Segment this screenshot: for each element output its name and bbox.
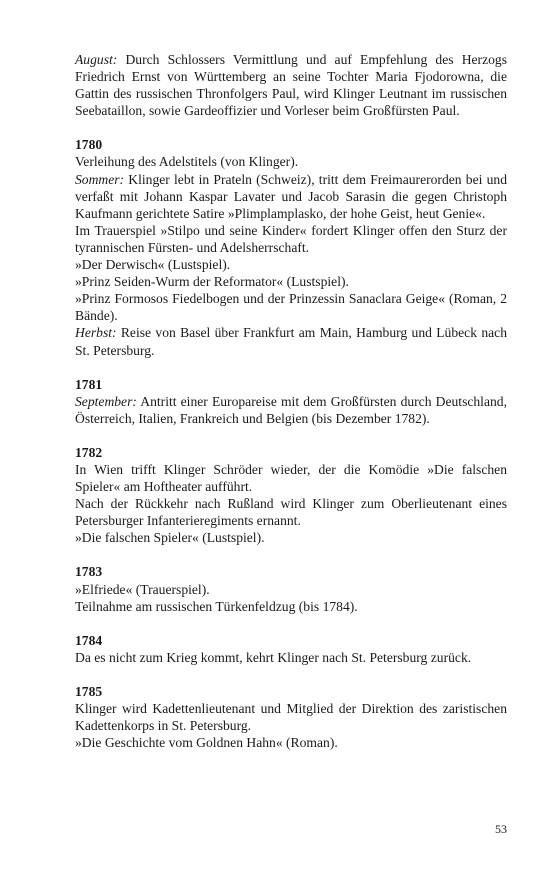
- entry-text: »Prinz Formosos Fiedelbogen und der Prinzessin Sanaclara Geige« (Roman, 2 Bände).: [75, 291, 507, 324]
- entry-paragraph: [75, 598, 507, 615]
- entry-paragraph: [75, 581, 507, 598]
- entry-text: Da es nicht zum Krieg kommt, kehrt Klinger nach St. Petersburg zurück.: [75, 649, 472, 665]
- entry-paragraph: [75, 461, 507, 495]
- page-number: 53: [495, 822, 507, 836]
- entry-text: Im Trauerspiel »Stilpo und seine Kinder« fordert Klinger offen den Sturz der tyrannischen Fürsten- und Adelsherrschaft.: [75, 222, 507, 255]
- year-heading: 1785: [75, 683, 103, 699]
- intro-label: August:: [75, 52, 118, 67]
- entry-text: »Die falschen Spieler« (Lustspiel).: [75, 530, 265, 546]
- entry-text: »Die Geschichte vom Goldnen Hahn« (Roman).: [75, 735, 338, 751]
- intro-paragraph: [75, 51, 507, 119]
- entry-paragraph: [75, 273, 507, 290]
- entry-label: Sommer:: [75, 171, 125, 187]
- entry-paragraph: [75, 256, 507, 273]
- entry-paragraph: [75, 495, 507, 529]
- entry-text: »Prinz Seiden-Wurm der Reformator« (Lustspiel).: [75, 274, 349, 290]
- entry-text: »Elfriede« (Trauerspiel).: [75, 581, 210, 597]
- entry-label: September:: [75, 393, 137, 409]
- entry-label: Herbst:: [75, 325, 117, 341]
- intro-text: Durch Schlossers Vermittlung und auf Empfehlung des Herzogs Friedrich Ernst von Württemberg an seine Tochter Maria Fjodorowna, die Gattin des russischen Thronfolgers Paul, wird Klinger Leutnant im russischen Seebataillon, sowie Gardeoffizier und Vorleser beim Großfürsten Paul.: [75, 52, 507, 119]
- intro-section: [75, 51, 507, 119]
- section-1781: [75, 376, 507, 427]
- entry-paragraph: [75, 171, 507, 222]
- section-1782: [75, 444, 507, 547]
- entry-paragraph: [75, 529, 507, 546]
- section-1784: [75, 632, 507, 666]
- section-1785: [75, 683, 507, 751]
- entry-text: Reise von Basel über Frankfurt am Main, Hamburg und Lübeck nach St. Petersburg.: [75, 325, 507, 358]
- entry-paragraph: [75, 700, 507, 734]
- entry-text: Verleihung des Adelstitels (von Klinger).: [75, 154, 299, 170]
- entry-text: Klinger lebt in Prateln (Schweiz), tritt dem Freimaurerorden bei und verfaßt mit Johann Kaspar Lavater und Jacob Sarasin die gegen Christoph Kaufmann gerichtete Satire »Plimplamplasko, der hohe Geist, heut Genie«.: [75, 171, 507, 221]
- year-heading: 1784: [75, 632, 103, 648]
- year-heading: 1781: [75, 376, 103, 392]
- year-heading: 1780: [75, 137, 103, 153]
- year-heading: 1782: [75, 444, 103, 460]
- entry-paragraph: [75, 222, 507, 256]
- entry-text: Teilnahme am russischen Türkenfeldzug (bis 1784).: [75, 598, 358, 614]
- entry-text: Antritt einer Europareise mit dem Großfürsten durch Deutschland, Österreich, Italien, Frankreich und Belgien (bis Dezember 1782).: [75, 393, 507, 426]
- entry-paragraph: [75, 649, 507, 666]
- entry-paragraph: [75, 153, 507, 170]
- year-heading: 1783: [75, 564, 103, 580]
- section-1780: [75, 136, 507, 358]
- entry-paragraph: [75, 393, 507, 427]
- entry-text: In Wien trifft Klinger Schröder wieder, der die Komödie »Die falschen Spieler« am Hoftheater aufführt.: [75, 461, 507, 495]
- entry-text: Nach der Rückkehr nach Rußland wird Klinger zum Oberlieutenant eines Petersburger Infanterieregiments ernannt.: [75, 496, 507, 529]
- page-body: [75, 51, 507, 768]
- entry-paragraph: [75, 734, 507, 751]
- section-1783: [75, 563, 507, 614]
- entry-text: »Der Derwisch« (Lustspiel).: [75, 257, 231, 273]
- entry-paragraph: [75, 324, 507, 358]
- entry-paragraph: [75, 290, 507, 324]
- entry-text: Klinger wird Kadettenlieutenant und Mitglied der Direktion des zaristischen Kadettenkorps in St. Petersburg.: [75, 701, 507, 734]
